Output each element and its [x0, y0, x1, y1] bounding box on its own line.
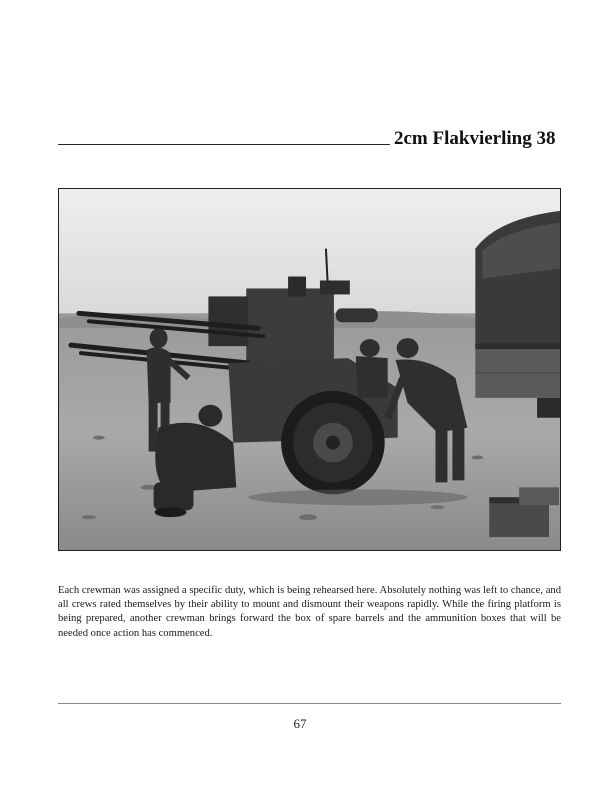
photo-caption: Each crewman was assigned a specific duty, which is being rehearsed here. Absolutely nothing was left to chance, and all crews rated themselves by their ability to mount and dismount their weapons rapidly. While the firing platform is being prepared, another crewman brings forward the box of spare barrels and the ammunition boxes that will be needed once action has commenced.	[58, 584, 561, 639]
archival-photograph	[58, 188, 561, 551]
footer-rule	[58, 703, 561, 704]
page-title: 2cm Flakvierling 38	[394, 128, 556, 149]
page-number: 67	[293, 716, 307, 731]
header-rule	[58, 144, 390, 145]
